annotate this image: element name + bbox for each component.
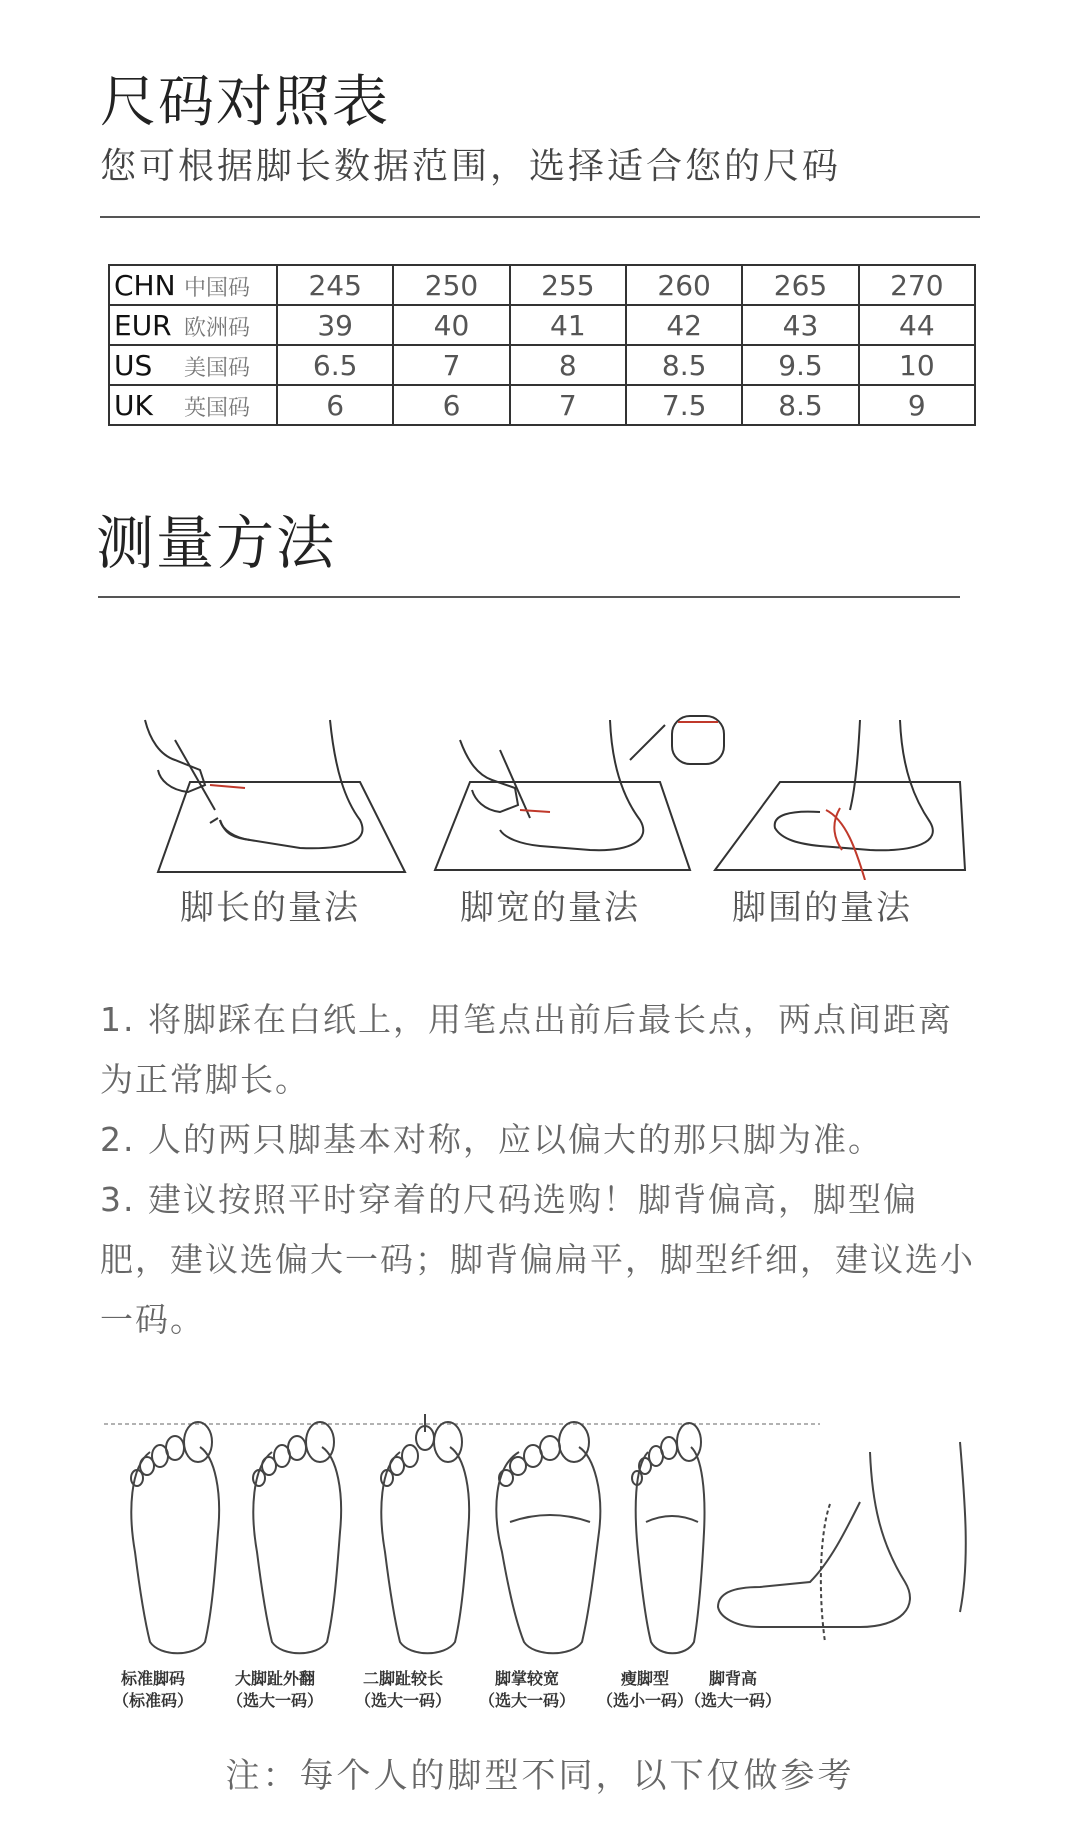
- size-system-name: 欧洲码: [184, 315, 251, 341]
- divider: [100, 216, 980, 218]
- size-cell: 7: [510, 385, 626, 425]
- foot-type-label: [98, 1668, 208, 1712]
- foot-type-advice: （选大一码）: [354, 1691, 451, 1710]
- measuring-illustrations: [0, 700, 1080, 880]
- foot-narrow: [632, 1423, 704, 1653]
- size-cell: 6: [393, 385, 509, 425]
- caption-foot-width: 脚宽的量法: [460, 888, 640, 928]
- foot-type-label: [220, 1668, 330, 1712]
- size-cell: 6: [277, 385, 393, 425]
- instruction-3: 3. 建议按照平时穿着的尺码选购！脚背偏高，脚型偏肥，建议选偏大一码；脚背偏扁平，脚型纤细，建议选小一码。: [100, 1180, 975, 1339]
- size-cell: 10: [859, 345, 975, 385]
- size-row-eur: [109, 305, 975, 345]
- foot-long-second-toe: [381, 1414, 469, 1653]
- foot-type-label: [348, 1668, 458, 1712]
- foot-standard: [131, 1422, 219, 1653]
- foot-type-name: 脚背高: [708, 1669, 757, 1688]
- row-label: [109, 305, 277, 345]
- size-cell: 43: [742, 305, 858, 345]
- foot-bunion: [253, 1422, 341, 1653]
- foot-width-illustration: [435, 716, 724, 870]
- foot-type-label: [678, 1668, 788, 1712]
- size-cell: 40: [393, 305, 509, 345]
- size-cell: 7.5: [626, 385, 742, 425]
- foot-type-advice: （选小一码）: [596, 1691, 693, 1710]
- size-row-us: [109, 345, 975, 385]
- foot-type-advice: （标准码）: [112, 1691, 193, 1710]
- size-system-name: 英国码: [184, 395, 251, 421]
- foot-type-name: 大脚趾外翻: [234, 1669, 315, 1688]
- foot-type-name: 二脚趾较长: [362, 1669, 443, 1688]
- section-title: 测量方法: [96, 509, 337, 577]
- size-chart-table: [108, 264, 976, 426]
- size-system-code: EUR: [114, 308, 172, 342]
- foot-type-name: 标准脚码: [120, 1669, 185, 1688]
- page-subtitle: 您可根据脚长数据范围，选择适合您的尺码: [100, 146, 842, 187]
- size-system-code: UK: [114, 388, 153, 422]
- size-cell: 9.5: [742, 345, 858, 385]
- size-cell: 7: [393, 345, 509, 385]
- row-label: [109, 385, 277, 425]
- size-cell: 39: [277, 305, 393, 345]
- size-system-name: 中国码: [184, 275, 251, 301]
- caption-foot-girth: 脚围的量法: [732, 888, 912, 928]
- foot-type-name: 脚掌较宽: [494, 1669, 559, 1688]
- foot-high-instep: [718, 1442, 966, 1642]
- caption-foot-length: 脚长的量法: [180, 888, 360, 928]
- size-system-name: 美国码: [184, 355, 251, 381]
- row-label: [109, 345, 277, 385]
- size-cell: 250: [393, 265, 509, 305]
- size-cell: 6.5: [277, 345, 393, 385]
- instruction-2: 2. 人的两只脚基本对称，应以偏大的那只脚为准。: [100, 1120, 883, 1159]
- size-cell: 260: [626, 265, 742, 305]
- foot-type-name: 瘦脚型: [620, 1669, 669, 1688]
- foot-type-label: [472, 1668, 582, 1712]
- foot-type-advice: （选大一码）: [478, 1691, 575, 1710]
- size-cell: 41: [510, 305, 626, 345]
- foot-type-advice: （选大一码）: [226, 1691, 323, 1710]
- page-title: 尺码对照表: [100, 70, 390, 135]
- size-cell: 270: [859, 265, 975, 305]
- size-cell: 42: [626, 305, 742, 345]
- size-row-chn: [109, 265, 975, 305]
- foot-length-illustration: [145, 720, 405, 872]
- size-cell: 265: [742, 265, 858, 305]
- instruction-1: 1. 将脚踩在白纸上，用笔点出前后最长点，两点间距离为正常脚长。: [100, 1000, 953, 1099]
- size-row-uk: [109, 385, 975, 425]
- size-cell: 255: [510, 265, 626, 305]
- size-cell: 44: [859, 305, 975, 345]
- divider: [98, 596, 960, 598]
- size-system-code: CHN: [114, 268, 176, 302]
- foot-type-advice: （选大一码）: [684, 1691, 781, 1710]
- row-label: [109, 265, 277, 305]
- size-cell: 8.5: [742, 385, 858, 425]
- size-cell: 8: [510, 345, 626, 385]
- footnote: 注：每个人的脚型不同，以下仅做参考: [225, 1756, 855, 1796]
- size-cell: 245: [277, 265, 393, 305]
- foot-wide: [496, 1422, 600, 1653]
- size-cell: 8.5: [626, 345, 742, 385]
- foot-types-illustration: [0, 1412, 1080, 1672]
- size-cell: 9: [859, 385, 975, 425]
- size-system-code: US: [114, 348, 153, 382]
